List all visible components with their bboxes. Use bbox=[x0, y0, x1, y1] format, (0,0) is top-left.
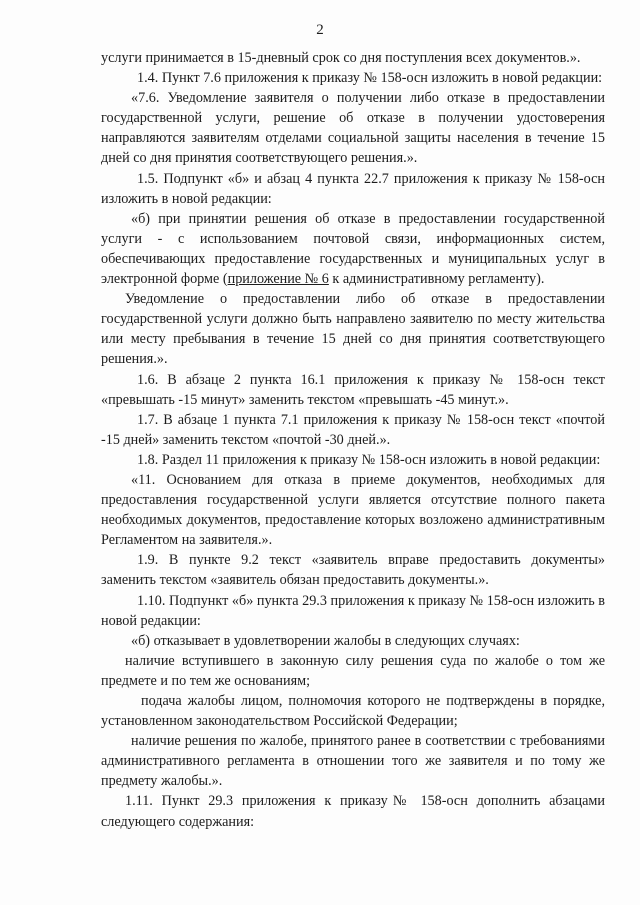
paragraph-b-refuses: «б) отказывает в удовлетворении жалобы в следующих случаях: bbox=[131, 632, 520, 649]
paragraph-subpoint-b bbox=[101, 209, 605, 289]
paragraph-unauthorized-person: подача жалобы лицом, полномочия которого не подтверждены в порядке, установленном законодательством Российской Федерации; bbox=[101, 693, 605, 730]
page-number: 2 bbox=[316, 22, 324, 38]
document-body bbox=[101, 48, 605, 832]
paragraph-1-6: 1.6. В абзаце 2 пункта 16.1 приложения к приказу № 158-осн текст «превышать -15 минут» заменить текстом «превышать -45 минут.». bbox=[101, 371, 605, 408]
appendix-6-link[interactable]: приложение № 6 bbox=[227, 271, 329, 288]
paragraph-1-7: 1.7. В абзаце 1 пункта 7.1 приложения к приказу № 158-осн текст «почтой -15 дней» заменить текстом «почтой -30 дней.». bbox=[101, 411, 605, 448]
paragraph-continuation: услуги принимается в 15-дневный срок со дня поступления всех документов.». bbox=[101, 50, 581, 66]
paragraph-prior-decision: наличие решения по жалобе, принятого ранее в соответствии с требованиями административного регламента в отношении того же заявителя и по тому же предмету жалобы.». bbox=[101, 733, 605, 790]
paragraph-1-9: 1.9. В пункте 9.2 текст «заявитель вправе предоставить документы» заменить текстом «заявитель обязан предоставить документы.». bbox=[101, 552, 605, 589]
paragraph-1-11: 1.11. Пункт 29.3 приложения к приказу№ 158-осн дополнить абзацами следующего содержания: bbox=[101, 793, 605, 830]
paragraph-1-8: 1.8. Раздел 11 приложения к приказу № 158-осн изложить в новой редакции: bbox=[137, 451, 601, 468]
paragraph-1-4: 1.4. Пункт 7.6 приложения к приказу № 158-осн изложить в новой редакции: bbox=[137, 70, 603, 87]
paragraph-section-11-quote: «11. Основанием для отказа в приеме документов, необходимых для предоставления государственной услуги является отсутствие полного пакета необходимых документов, предоставление которых возложено административным Регламентом на заявителя.». bbox=[101, 471, 605, 549]
subpoint-b-text: «б) при принятии решения об отказе в предоставлении государственной услуги - с использованием почтовой связи, информационных систем, обеспечивающих предоставление государственных и муниципальных услуг в электронной форме ( bbox=[101, 210, 605, 288]
paragraph-1-5: 1.5. Подпункт «б» и абзац 4 пункта 22.7 приложения к приказу № 158-осн изложить в новой редакции: bbox=[101, 170, 605, 207]
paragraph-notification: Уведомление о предоставлении либо об отказе в предоставлении государственной услуги должно быть направлено заявителю по месту жительства или месту пребывания в течение 15 дней со дня принятия соответствующего решения.». bbox=[101, 291, 605, 368]
paragraph-7-6-quote: «7.6. Уведомление заявителя о получении либо отказе в предоставлении государственной услуги, решение об отказе в получении удостоверения направляются заявителям отделами социальной защиты населения в течение 15 дней со дня принятия соответствующего решения.». bbox=[101, 90, 605, 167]
paragraph-court-decision: наличие вступившего в законную силу решения суда по жалобе о том же предмете и по тем же основаниям; bbox=[101, 652, 605, 689]
paragraph-1-10: 1.10. Подпункт «б» пункта 29.3 приложения к приказу № 158-осн изложить в новой редакции: bbox=[101, 592, 605, 629]
subpoint-b-tail: к административному регламенту). bbox=[328, 271, 545, 288]
